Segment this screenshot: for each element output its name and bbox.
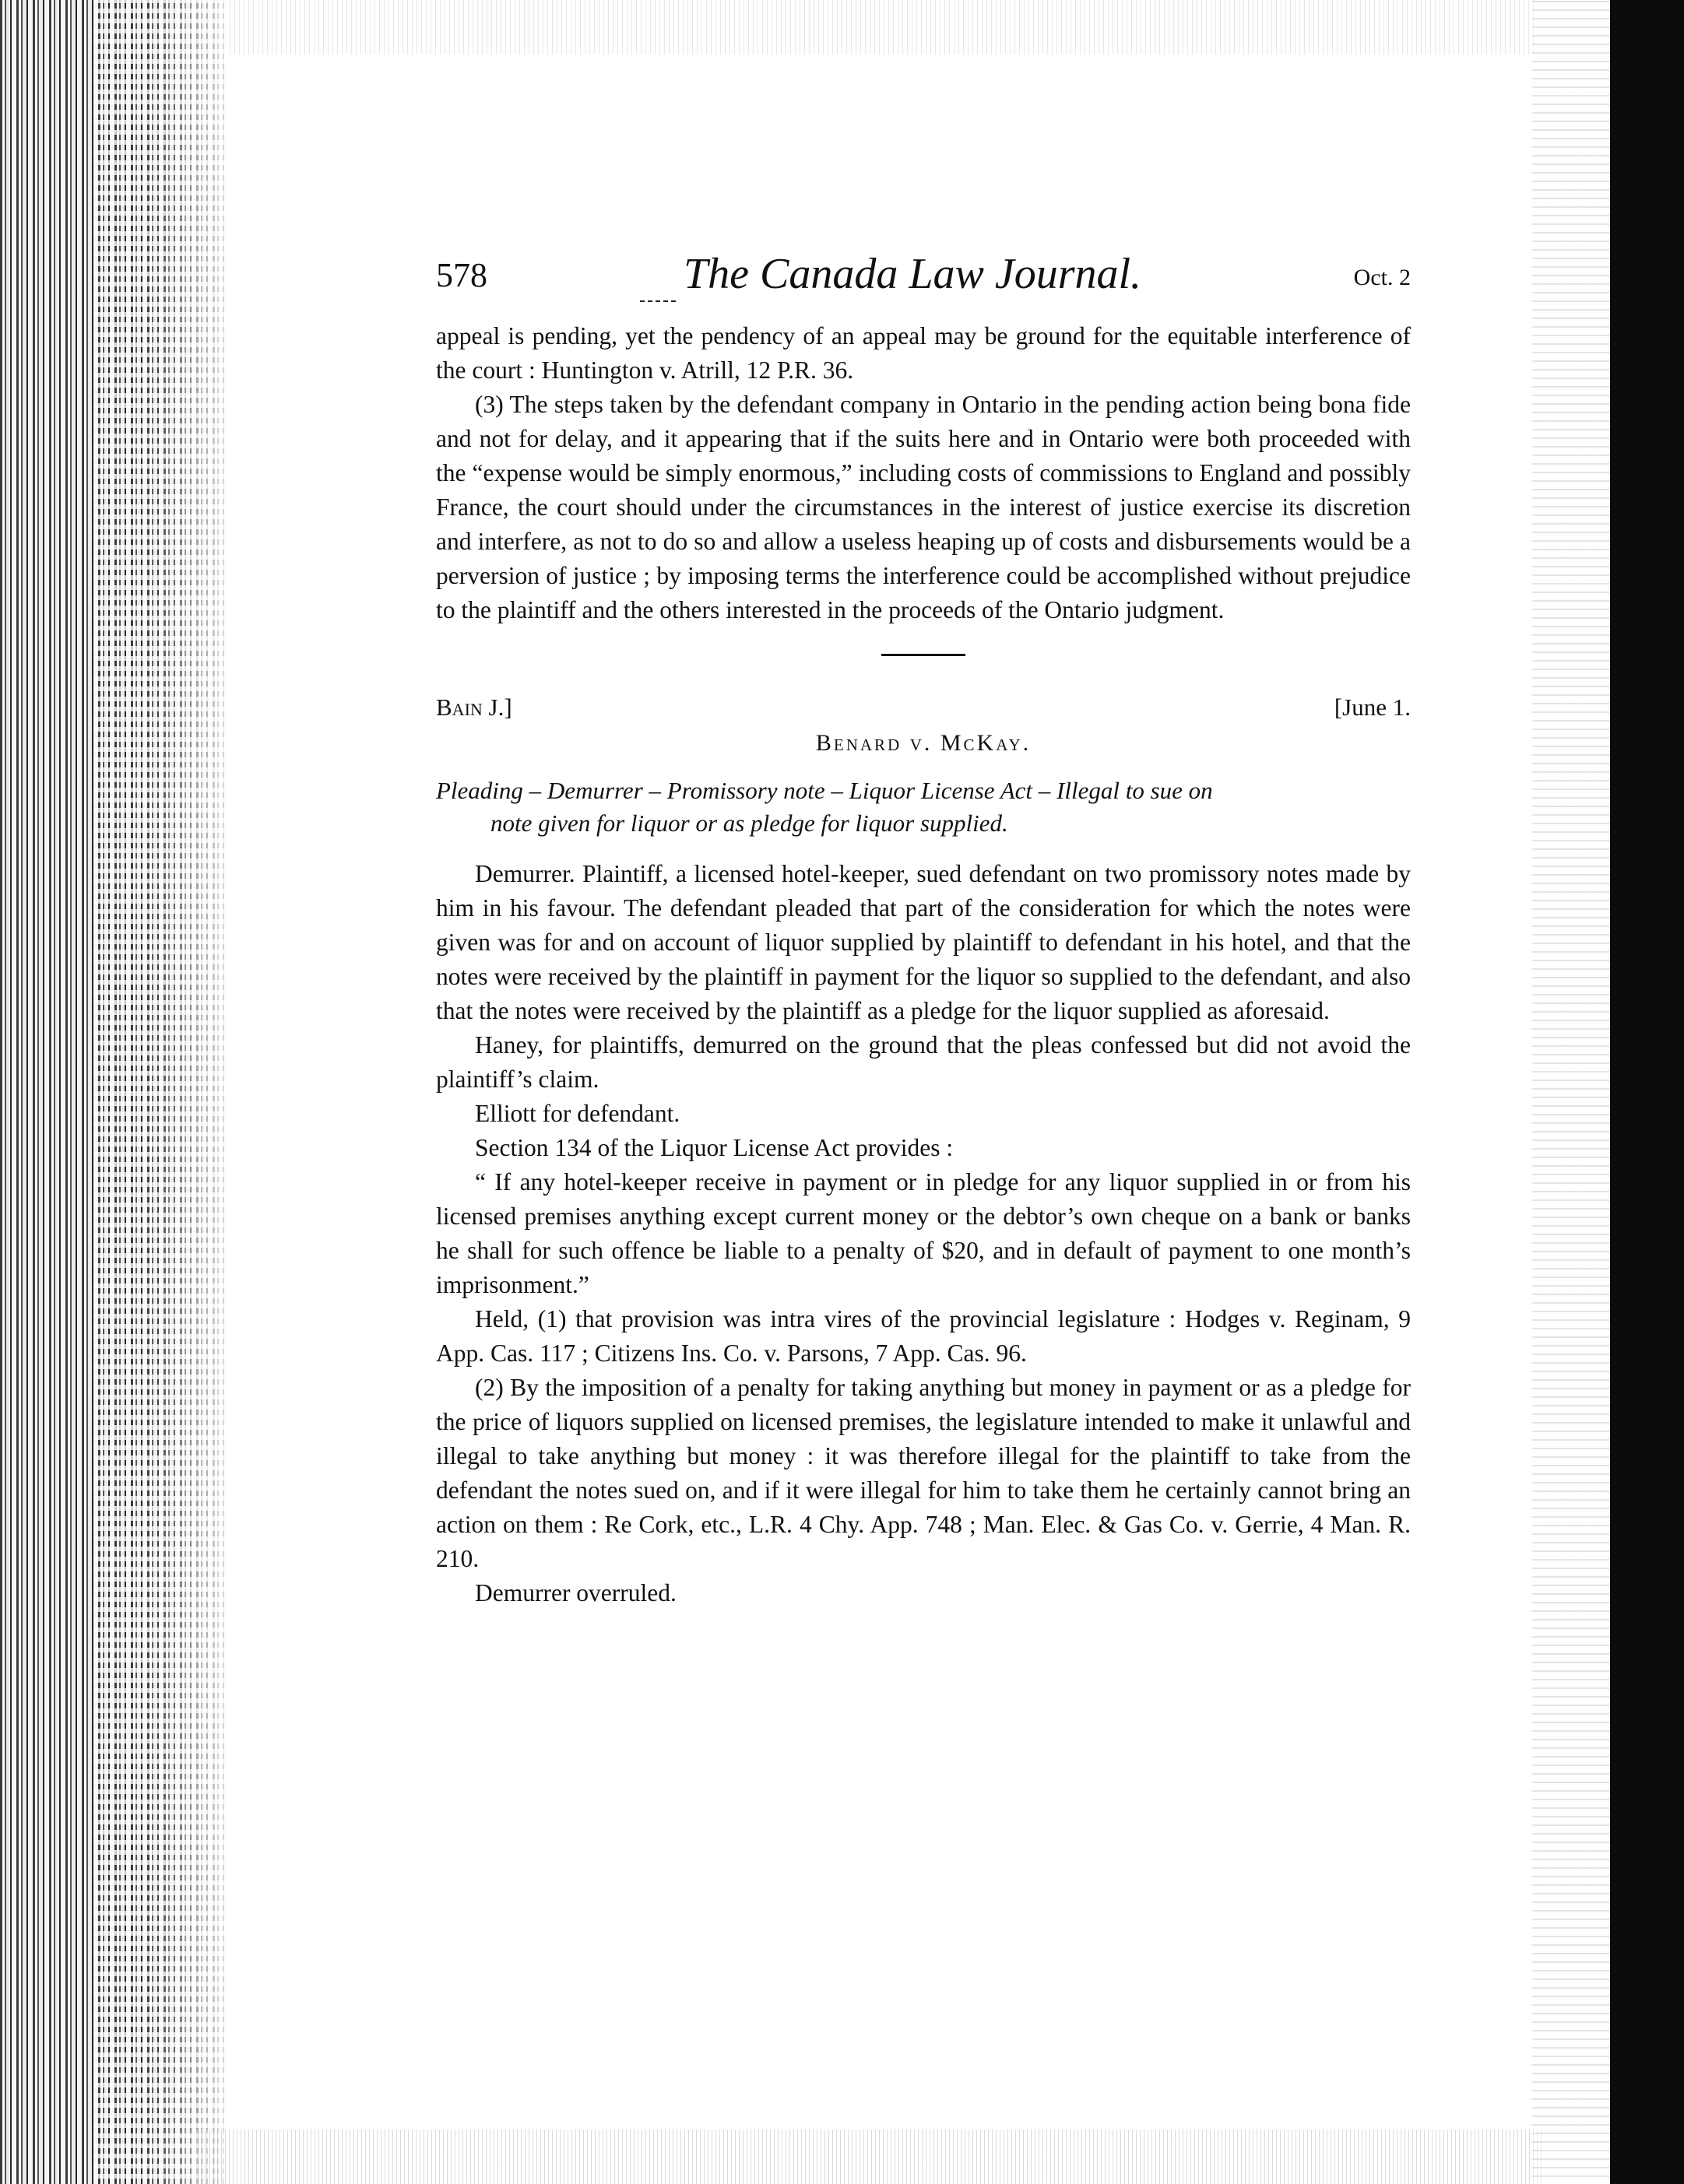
headnote-line: note given for liquor or as pledge for liquor supplied. (490, 809, 1008, 837)
journal-title: The Canada Law Journal. (684, 250, 1142, 298)
case-date: [June 1. (1334, 693, 1411, 721)
headnote-line: Pleading – Demurrer – Promissory note – Liquor License Act – Illegal to sue on (436, 777, 1213, 804)
holding-3-paragraph: (3) The steps taken by the defendant company in Ontario in the pending action being bona fide and not for delay, and it appearing that if the suits here and in Ontario were both proceeded with the “expense would be simply enormous,” including costs of commissions to England and possibly France, the court should under the circumstances in the interest of justice exercise its discretion and interfere, as not to do so and allow a useless heaping up of costs and disbursements would be a perversion of justice ; by imposing terms the interference could be accomplished without prejudice to the plaintiff and the others interested in the proceeds of the Ontario judgment. (436, 391, 1411, 623)
disposition: Demurrer overruled. (475, 1579, 677, 1606)
header-rule (640, 300, 676, 302)
continuation-paragraph: appeal is pending, yet the pendency of an appeal may be ground for the equitable interference of the court : Huntington v. Atrill, 12 P.R. 36. (436, 322, 1411, 384)
holding-paragraph: Held, (1) that provision was intra vires of the provincial legislature : Hodges v. Reginam, 9 App. Cas. 117 ; Citizens Ins. Co. v. Parsons, 7 App. Cas. 96. (436, 1305, 1411, 1367)
case-paragraph: Demurrer. Plaintiff, a licensed hotel-keeper, sued defendant on two promissory notes made by him in his favour. The defendant pleaded that part of the consideration for which the notes were given was for and on account of liquor supplied by plaintiff to defendant in his hotel, and that the notes were received by the plaintiff in payment for the liquor so supplied to the defendant, and also that the notes were received by the plaintiff as a pledge for the liquor supplied as aforesaid. (436, 860, 1411, 1024)
scan-binding-gradient (148, 0, 234, 2184)
statute-quote: “ If any hotel-keeper receive in payment or in pledge for any liquor supplied in or from his licensed premises anything except current money or the debtor’s own cheque on a bank or banks he shall for such offence be liable to a penalty of $20, and in default of payment to one month’s imprisonment.” (436, 1168, 1411, 1298)
page-number: 578 (436, 256, 487, 294)
judge-name: Bain J.] (436, 693, 512, 721)
court-line (436, 693, 1411, 728)
scan-top-edge (226, 0, 1534, 54)
headnote (436, 774, 1411, 840)
case-paragraph: Elliott for defendant. (475, 1100, 680, 1127)
section-separator (881, 654, 965, 656)
case-paragraph: Haney, for plaintiffs, demurred on the ground that the pleas confessed but did not avoid the plaintiff’s claim. (436, 1031, 1411, 1093)
running-header (436, 249, 1411, 319)
case-title: Benard v. McKay. (815, 730, 1032, 756)
holding-paragraph: (2) By the imposition of a penalty for taking anything but money in payment or as a pledge for the price of liquors supplied on licensed premises, the legislature intended to make it unlawful and illegal to take anything but money : it was therefore illegal for the plaintiff to take from the defendant the notes sued on, and if it were illegal for him to take them he certainly cannot bring an action on them : Re Cork, etc., L.R. 4 Chy. App. 748 ; Man. Elec. & Gas Co. v. Gerrie, 4 Man. R. 210. (436, 1374, 1411, 1572)
header-date: Oct. 2 (1353, 265, 1411, 290)
scan-bottom-edge (195, 2130, 1542, 2184)
page-content (436, 249, 1411, 1610)
scan-right-edge (1610, 0, 1684, 2184)
case-paragraph: Section 134 of the Liquor License Act provides : (475, 1134, 954, 1161)
scan-right-margin (1532, 0, 1610, 2184)
